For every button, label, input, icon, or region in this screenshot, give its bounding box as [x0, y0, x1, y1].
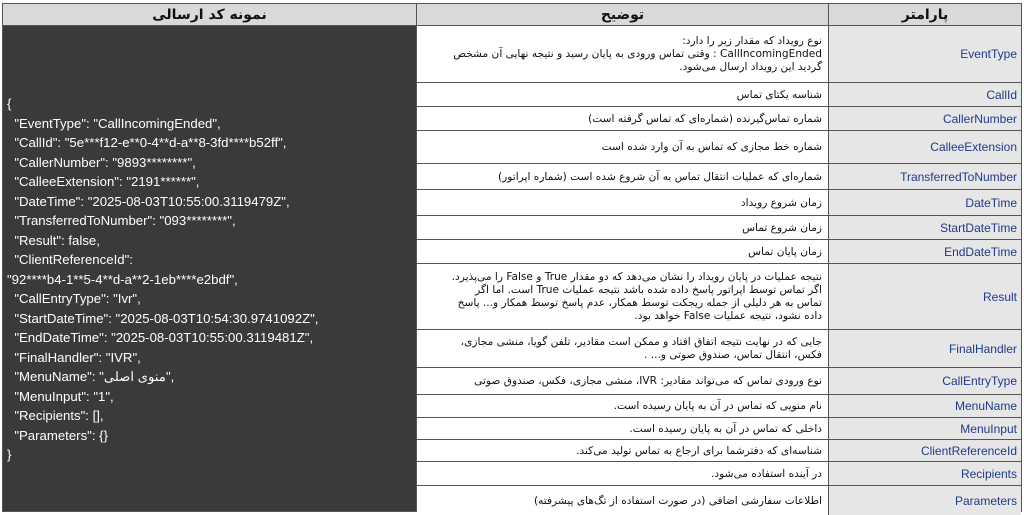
- description-cell: [417, 462, 829, 485]
- description-cell: [417, 486, 829, 515]
- description-line: زمان شروع تماس: [742, 221, 822, 234]
- parameter-name: EndDateTime: [829, 240, 1021, 263]
- table-row: [417, 440, 1021, 462]
- code-line: {: [7, 96, 12, 111]
- table-row: [417, 330, 1021, 368]
- code-line: "Recipients": [],: [7, 408, 104, 423]
- code-line: "92****b4-1**5-4**d-a**2-1eb****e2bdf",: [7, 271, 238, 287]
- table-row: [417, 264, 1021, 330]
- description-line: تماس به هر دلیلی از جمله ریجکت توسط همکار، عدم پاسخ توسط همکار و... پاسخ: [457, 297, 822, 309]
- table-row: [417, 462, 1021, 486]
- description-line: شماره تماس‌گیرنده (شماره‌ای که تماس گرفته است): [588, 112, 822, 125]
- description-cell: [417, 440, 829, 461]
- parameter-name: MenuName: [829, 395, 1021, 417]
- description-line: داده نشود، نتیجه عملیات False خواهد بود.: [634, 310, 822, 322]
- parameter-name: TransferredToNumber: [829, 164, 1021, 189]
- table-row: [417, 486, 1021, 515]
- code-sample-block: [3, 26, 417, 511]
- description-line: جایی که در نهایت نتیجه اتفاق افتاد و ممکن است مقادیر، تلفن گویا، منشی مجازی،: [460, 336, 822, 348]
- parameter-name: DateTime: [829, 190, 1021, 215]
- parameter-name: CallEntryType: [829, 368, 1021, 394]
- description-cell: [417, 330, 829, 367]
- code-line: "Parameters": {}: [7, 427, 108, 443]
- description-cell: [417, 131, 829, 163]
- description-line: زمان شروع رویداد: [740, 196, 822, 209]
- parameter-name: ClientReferenceId: [829, 440, 1021, 461]
- description-cell: [417, 83, 829, 106]
- table-row: [417, 164, 1021, 190]
- description-cell: [417, 240, 829, 263]
- code-line: "DateTime": "2025-08-03T10:55:00.3119479Z",: [7, 193, 290, 209]
- table-row: [417, 131, 1021, 164]
- description-line: CallIncomingEnded : وقتی تماس ورودی به پایان رسید و نتیجه نهایی آن مشخص: [453, 48, 822, 60]
- parameter-name: EventType: [829, 26, 1021, 82]
- description-cell: [417, 395, 829, 417]
- description-cell: [417, 26, 829, 82]
- header-description: توضیح: [417, 4, 829, 26]
- description-cell: [417, 216, 829, 239]
- parameter-name: FinalHandler: [829, 330, 1021, 367]
- code-line: "CalleeExtension": "2191******",: [7, 174, 200, 189]
- description-cell: [417, 418, 829, 439]
- description-line: شناسه‌ای که دفترشما برای ارجاع به تماس تولید می‌کند.: [576, 444, 822, 457]
- header-code-sample: نمونه کد ارسالی: [3, 4, 417, 26]
- code-line: "TransferredToNumber": "093********",: [7, 213, 236, 228]
- header-parameter: پارامتر: [829, 4, 1021, 26]
- description-cell: [417, 368, 829, 394]
- parameter-name: CalleeExtension: [829, 131, 1021, 163]
- description-line: در آینده استفاده می‌شود.: [711, 467, 822, 480]
- description-cell: [417, 190, 829, 215]
- parameter-name: Parameters: [829, 486, 1021, 515]
- description-line: اطلاعات سفارشی اضافی (در صورت استفاده از تگ‌های پیشرفته): [533, 494, 822, 507]
- description-cell: [417, 107, 829, 130]
- code-line: "EventType": "CallIncomingEnded",: [7, 115, 221, 131]
- code-line: "Result": false,: [7, 232, 100, 248]
- table-row: [417, 395, 1021, 418]
- description-line: اگر تماس توسط اپراتور پاسخ داده شده باشد نتیجه عملیات True است. اما اگر: [475, 284, 822, 296]
- description-line: داخلی که تماس در آن به پایان رسیده است.: [629, 422, 822, 435]
- code-line: "EndDateTime": "2025-08-03T10:55:00.3119481Z",: [7, 330, 314, 345]
- description-line: گردید این رویداد ارسال می‌شود.: [679, 61, 822, 73]
- code-line: }: [7, 447, 12, 462]
- description-line: زمان پایان تماس: [748, 245, 822, 258]
- parameter-name: CallerNumber: [829, 107, 1021, 130]
- table-row: [417, 240, 1021, 264]
- description-cell: [417, 264, 829, 329]
- description-line: شماره‌ای که عملیات انتقال تماس به آن شروع شده است (شماره اپراتور): [498, 170, 822, 183]
- code-line: "CallId": "5e***f12-e**0-4**d-a**8-3fd****b52ff",: [7, 135, 287, 150]
- description-line: فکس، انتقال تماس، صندوق صوتی و... .: [644, 349, 822, 361]
- description-line: نوع رویداد که مقدار زیر را دارد:: [682, 35, 822, 47]
- table-row: [417, 418, 1021, 440]
- description-line: نوع ورودی تماس که می‌تواند مقادیر: IVR، منشی مجازی، فکس، صندوق صوتی: [474, 375, 822, 387]
- parameter-name: CallId: [829, 83, 1021, 106]
- parameter-name: StartDateTime: [829, 216, 1021, 239]
- description-line: شماره خط مجازی که تماس به آن وارد شده است: [601, 141, 822, 153]
- code-line: "ClientReferenceId":: [7, 252, 133, 267]
- table-row: [417, 26, 1021, 83]
- code-line: "CallerNumber": "9893********",: [7, 154, 196, 170]
- code-line: "MenuInput": "1",: [7, 388, 114, 404]
- parameter-name: MenuInput: [829, 418, 1021, 439]
- description-cell: [417, 164, 829, 189]
- table-row: [417, 216, 1021, 240]
- code-line: "MenuName": "منوی اصلی",: [7, 369, 175, 384]
- parameters-table: [2, 3, 1022, 512]
- table-row: [417, 368, 1021, 395]
- description-line: شناسه یکتای تماس: [736, 88, 822, 101]
- parameter-name: Result: [829, 264, 1021, 329]
- description-line: نام منویی که تماس در آن به پایان رسیده است.: [613, 400, 822, 412]
- parameter-name: Recipients: [829, 462, 1021, 485]
- table-row: [417, 83, 1021, 107]
- table-row: [417, 190, 1021, 216]
- code-line: "FinalHandler": "IVR",: [7, 349, 141, 365]
- description-line: نتیجه عملیات در پایان رویداد را نشان می‌دهد که دو مقدار True و False را می‌پذیرد.: [451, 271, 822, 283]
- table-row: [417, 107, 1021, 131]
- code-line: "StartDateTime": "2025-08-03T10:54:30.9741092Z",: [7, 310, 319, 326]
- code-line: "CallEntryType": "Ivr",: [7, 291, 141, 306]
